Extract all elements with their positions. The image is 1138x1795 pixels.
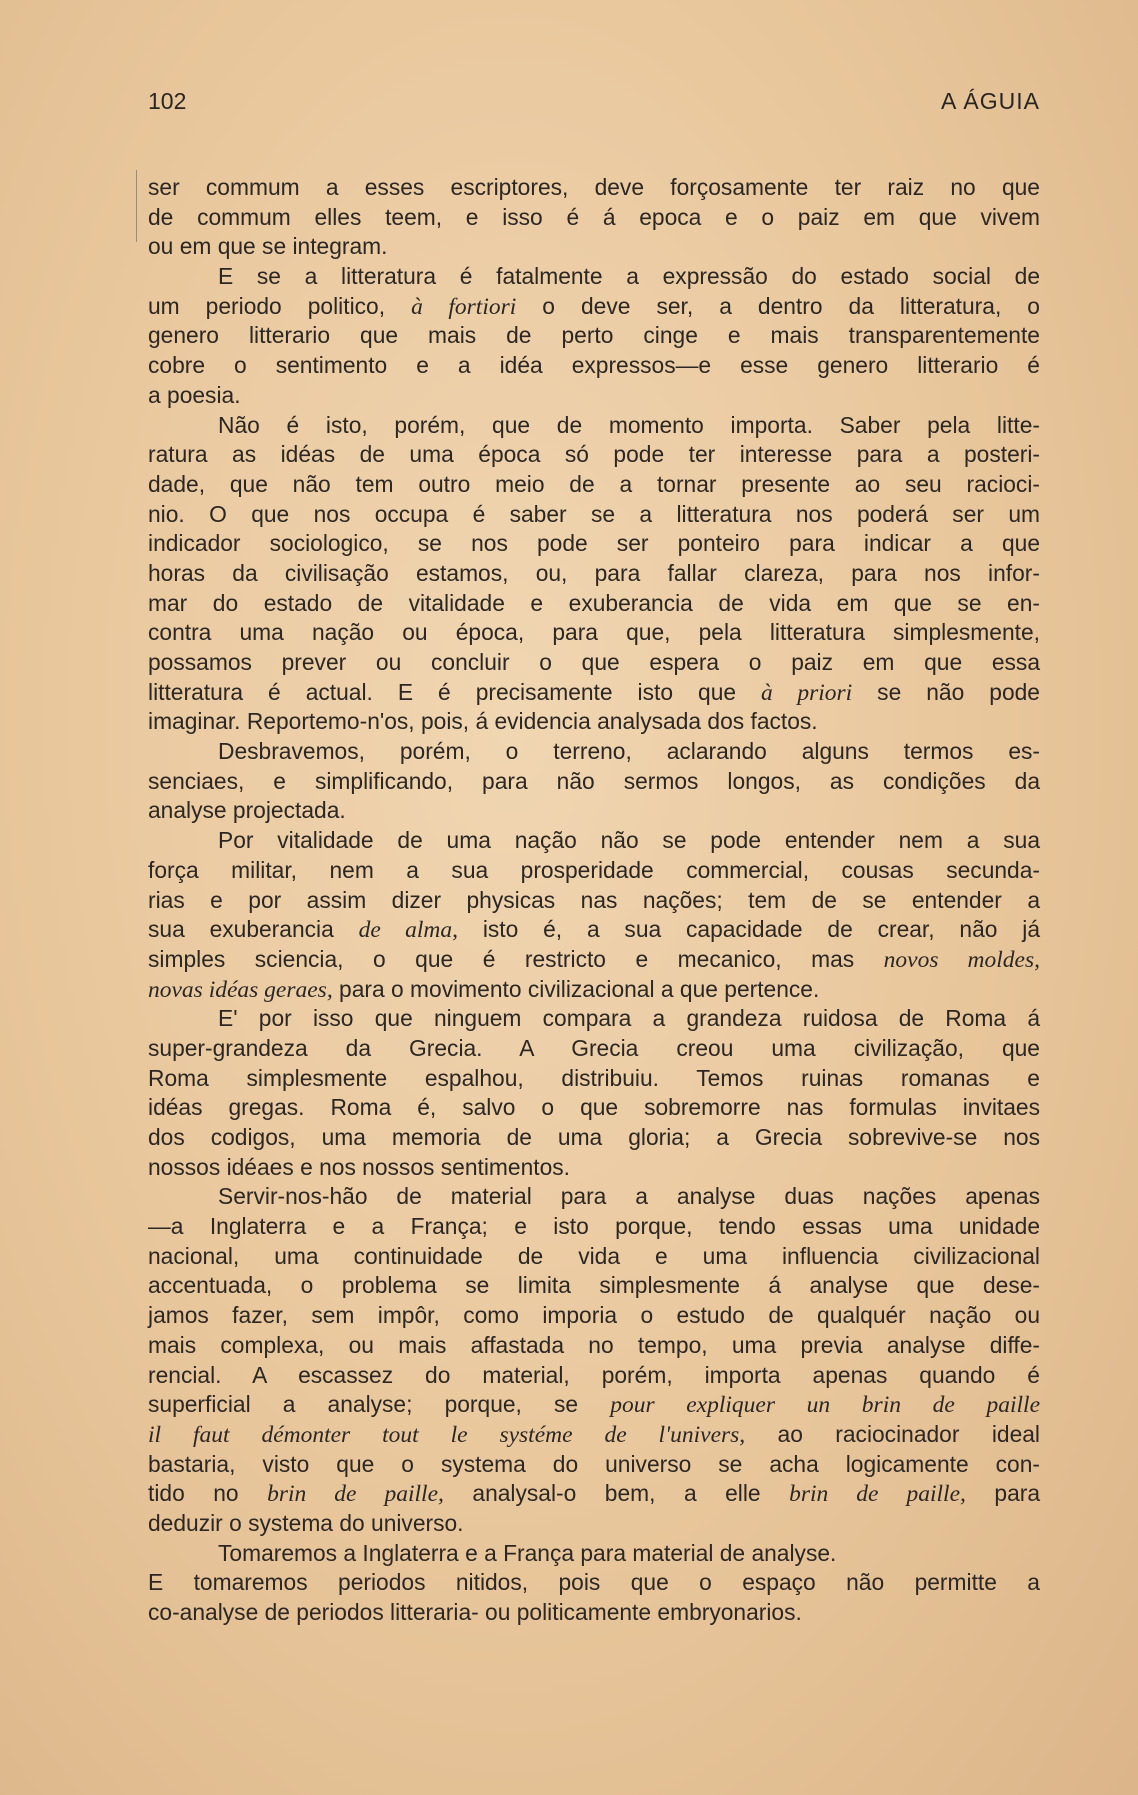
text-line [148, 232, 1040, 262]
text-line [148, 618, 1040, 648]
line-text: senciaes, e simplificando, para não sermos longos, as condições da [148, 767, 1040, 794]
text-line [148, 945, 1040, 975]
text-line [148, 529, 1040, 559]
text-line [148, 1598, 1040, 1628]
italic-text: novos moldes, [883, 946, 1040, 973]
text-line [148, 589, 1040, 619]
text-line [148, 500, 1040, 530]
text-line [148, 1568, 1040, 1598]
line-text: simples sciencia, o que é restricto e mecanico, mas [148, 945, 884, 972]
line-text: rencial. A escassez do material, porém, importa apenas quando é [148, 1361, 1040, 1388]
text-line [148, 1479, 1040, 1509]
line-text: E se a litteratura é fatalmente a expressão do estado social de [218, 263, 1040, 290]
line-text: possamos prever ou concluir o que espera o paiz em que essa [148, 649, 1040, 675]
text-line [148, 440, 1040, 470]
line-text: horas da civilisação estamos, ou, para fallar clareza, para nos infor- [148, 559, 1040, 586]
italic-text: il faut démonter tout le systéme de l'univers, [148, 1421, 746, 1448]
text-line [148, 1034, 1040, 1064]
text-line [148, 351, 1040, 381]
line-text: superficial a analyse; porque, se [148, 1391, 611, 1418]
text-line [148, 1509, 1040, 1539]
italic-text: brin de paille, [789, 1481, 966, 1508]
text-line [148, 737, 1040, 767]
line-text: Desbravemos, porém, o terreno, aclarando alguns termos es- [218, 738, 1040, 765]
line-text: dos codigos, uma memoria de uma gloria; a Grecia sobrevive-se nos [148, 1124, 1040, 1150]
line-text: imaginar. Reportemo-n'os, pois, á evidencia analysada dos factos. [148, 708, 818, 735]
margin-pencil-mark [136, 170, 137, 242]
line-text: ser commum a esses escriptores, deve forçosamente ter raiz no que [148, 174, 1040, 200]
text-line [148, 1390, 1040, 1420]
line-text: isto é, a sua capacidade de crear, não já [458, 916, 1041, 943]
line-text: deduzir o systema do universo. [148, 1509, 464, 1536]
line-text: accentuada, o problema se limita simplesmente á analyse que dese- [148, 1272, 1040, 1299]
text-line [148, 1064, 1040, 1094]
italic-text: de alma, [358, 917, 459, 944]
line-text: —a Inglaterra e a França; e isto porque, tendo essas uma unidade [148, 1213, 1040, 1240]
text-line [148, 975, 1040, 1005]
text-line [148, 1093, 1040, 1123]
text-line [148, 381, 1040, 411]
text-line [148, 411, 1040, 441]
line-text: cobre o sentimento e a idéa expressos—e esse genero litterario é [148, 352, 1040, 379]
italic-text: novas idéas geraes, [148, 976, 333, 1003]
line-text: ratura as idéas de uma época só pode ter interesse para a posteri- [148, 441, 1040, 468]
text-line [148, 796, 1040, 826]
text-line [148, 678, 1040, 708]
line-text: super-grandeza da Grecia. A Grecia creou uma civilização, que [148, 1034, 1040, 1061]
text-line [148, 470, 1040, 500]
text-line [148, 915, 1040, 945]
line-text: o deve ser, a dentro da litteratura, o [516, 292, 1040, 319]
text-line [148, 856, 1040, 886]
text-body [148, 173, 1040, 1628]
text-line [148, 292, 1040, 322]
text-line [148, 648, 1040, 678]
line-text: Por vitalidade de uma nação não se pode entender nem a sua [218, 827, 1040, 854]
text-line [148, 559, 1040, 589]
line-text: Roma simplesmente espalhou, distribuiu. Temos ruinas romanas e [148, 1064, 1040, 1091]
line-text: força militar, nem a sua prosperidade commercial, cousas secunda- [148, 856, 1040, 883]
line-text: indicador sociologico, se nos pode ser ponteiro para indicar a que [148, 530, 1040, 557]
line-text: bastaria, visto que o systema do universo se acha logicamente con- [148, 1450, 1040, 1477]
line-text: co-analyse de periodos litteraria- ou politicamente embryonarios. [148, 1599, 802, 1625]
line-text: nacional, uma continuidade de vida e uma influencia civilizacional [148, 1242, 1040, 1269]
line-text: idéas gregas. Roma é, salvo o que sobremorre nas formulas invitaes [148, 1094, 1040, 1121]
journal-title: A ÁGUIA [940, 88, 1040, 114]
line-text: de commum elles teem, e isso é á epoca e o paiz em que vivem [148, 203, 1040, 230]
line-text: sua exuberancia [148, 916, 359, 943]
text-line [148, 1182, 1040, 1212]
line-text: dade, que não tem outro meio de a tornar presente ao seu racioci- [148, 470, 1040, 497]
line-text: nossos idéaes e nos nossos sentimentos. [148, 1153, 570, 1180]
line-text: para o movimento civilizacional a que pertence. [332, 975, 820, 1002]
text-line [148, 1539, 1040, 1569]
text-line [148, 1301, 1040, 1331]
italic-text: pour expliquer un brin de paille [610, 1392, 1040, 1419]
text-line [148, 1212, 1040, 1242]
line-text: genero litterario que mais de perto cinge e mais transparentemente [148, 322, 1040, 349]
line-text: E' por isso que ninguem compara a grandeza ruidosa de Roma á [218, 1005, 1040, 1032]
line-text: a poesia. [148, 381, 241, 408]
italic-text: à fortiori [411, 293, 517, 320]
line-text: E tomaremos periodos nitidos, pois que o espaço não permitte a [148, 1569, 1040, 1596]
line-text: Servir-nos-hão de material para a analyse duas nações apenas [218, 1183, 1040, 1210]
line-text: Não é isto, porém, que de momento importa. Saber pela litte- [218, 411, 1040, 438]
line-text: jamos fazer, sem impôr, como imporia o estudo de qualquér nação ou [148, 1302, 1040, 1329]
line-text: um periodo politico, [148, 292, 412, 319]
text-line [148, 1420, 1040, 1450]
text-line [148, 321, 1040, 351]
text-line [148, 1242, 1040, 1272]
text-line [148, 767, 1040, 797]
line-text: mar do estado de vitalidade e exuberancia de vida em que se en- [148, 589, 1040, 616]
line-text: ou em que se integram. [148, 233, 388, 260]
text-line [148, 1331, 1040, 1361]
text-line [148, 1153, 1040, 1183]
italic-text: à priori [761, 679, 853, 706]
text-line [148, 1450, 1040, 1480]
text-line [148, 707, 1040, 737]
text-line [148, 826, 1040, 856]
line-text: nio. O que nos occupa é saber se a litteratura nos poderá ser um [148, 500, 1040, 527]
line-text: rias e por assim dizer physicas nas nações; tem de se entender a [148, 886, 1040, 913]
line-text: contra uma nação ou época, para que, pela litteratura simplesmente, [148, 619, 1040, 646]
line-text: litteratura é actual. E é precisamente isto que [148, 678, 762, 705]
page-number: 102 [148, 88, 187, 114]
line-text: ao raciocinador ideal [745, 1420, 1040, 1447]
line-text: para [965, 1480, 1041, 1507]
text-line [148, 886, 1040, 916]
text-line [148, 173, 1040, 203]
line-text: mais complexa, ou mais affastada no tempo, uma previa analyse diffe- [148, 1331, 1040, 1358]
running-head [148, 88, 1040, 122]
text-line [148, 1271, 1040, 1301]
line-text: se não pode [852, 678, 1040, 705]
italic-text: brin de paille, [267, 1481, 444, 1508]
text-line [148, 1123, 1040, 1153]
line-text: analysal-o bem, a elle [443, 1480, 790, 1507]
line-text: Tomaremos a Inglaterra e a França para material de analyse. [218, 1539, 837, 1566]
text-line [148, 262, 1040, 292]
text-line [148, 203, 1040, 233]
text-line [148, 1361, 1040, 1391]
line-text: analyse projectada. [148, 797, 346, 824]
text-line [148, 1004, 1040, 1034]
line-text: tido no [148, 1480, 268, 1507]
